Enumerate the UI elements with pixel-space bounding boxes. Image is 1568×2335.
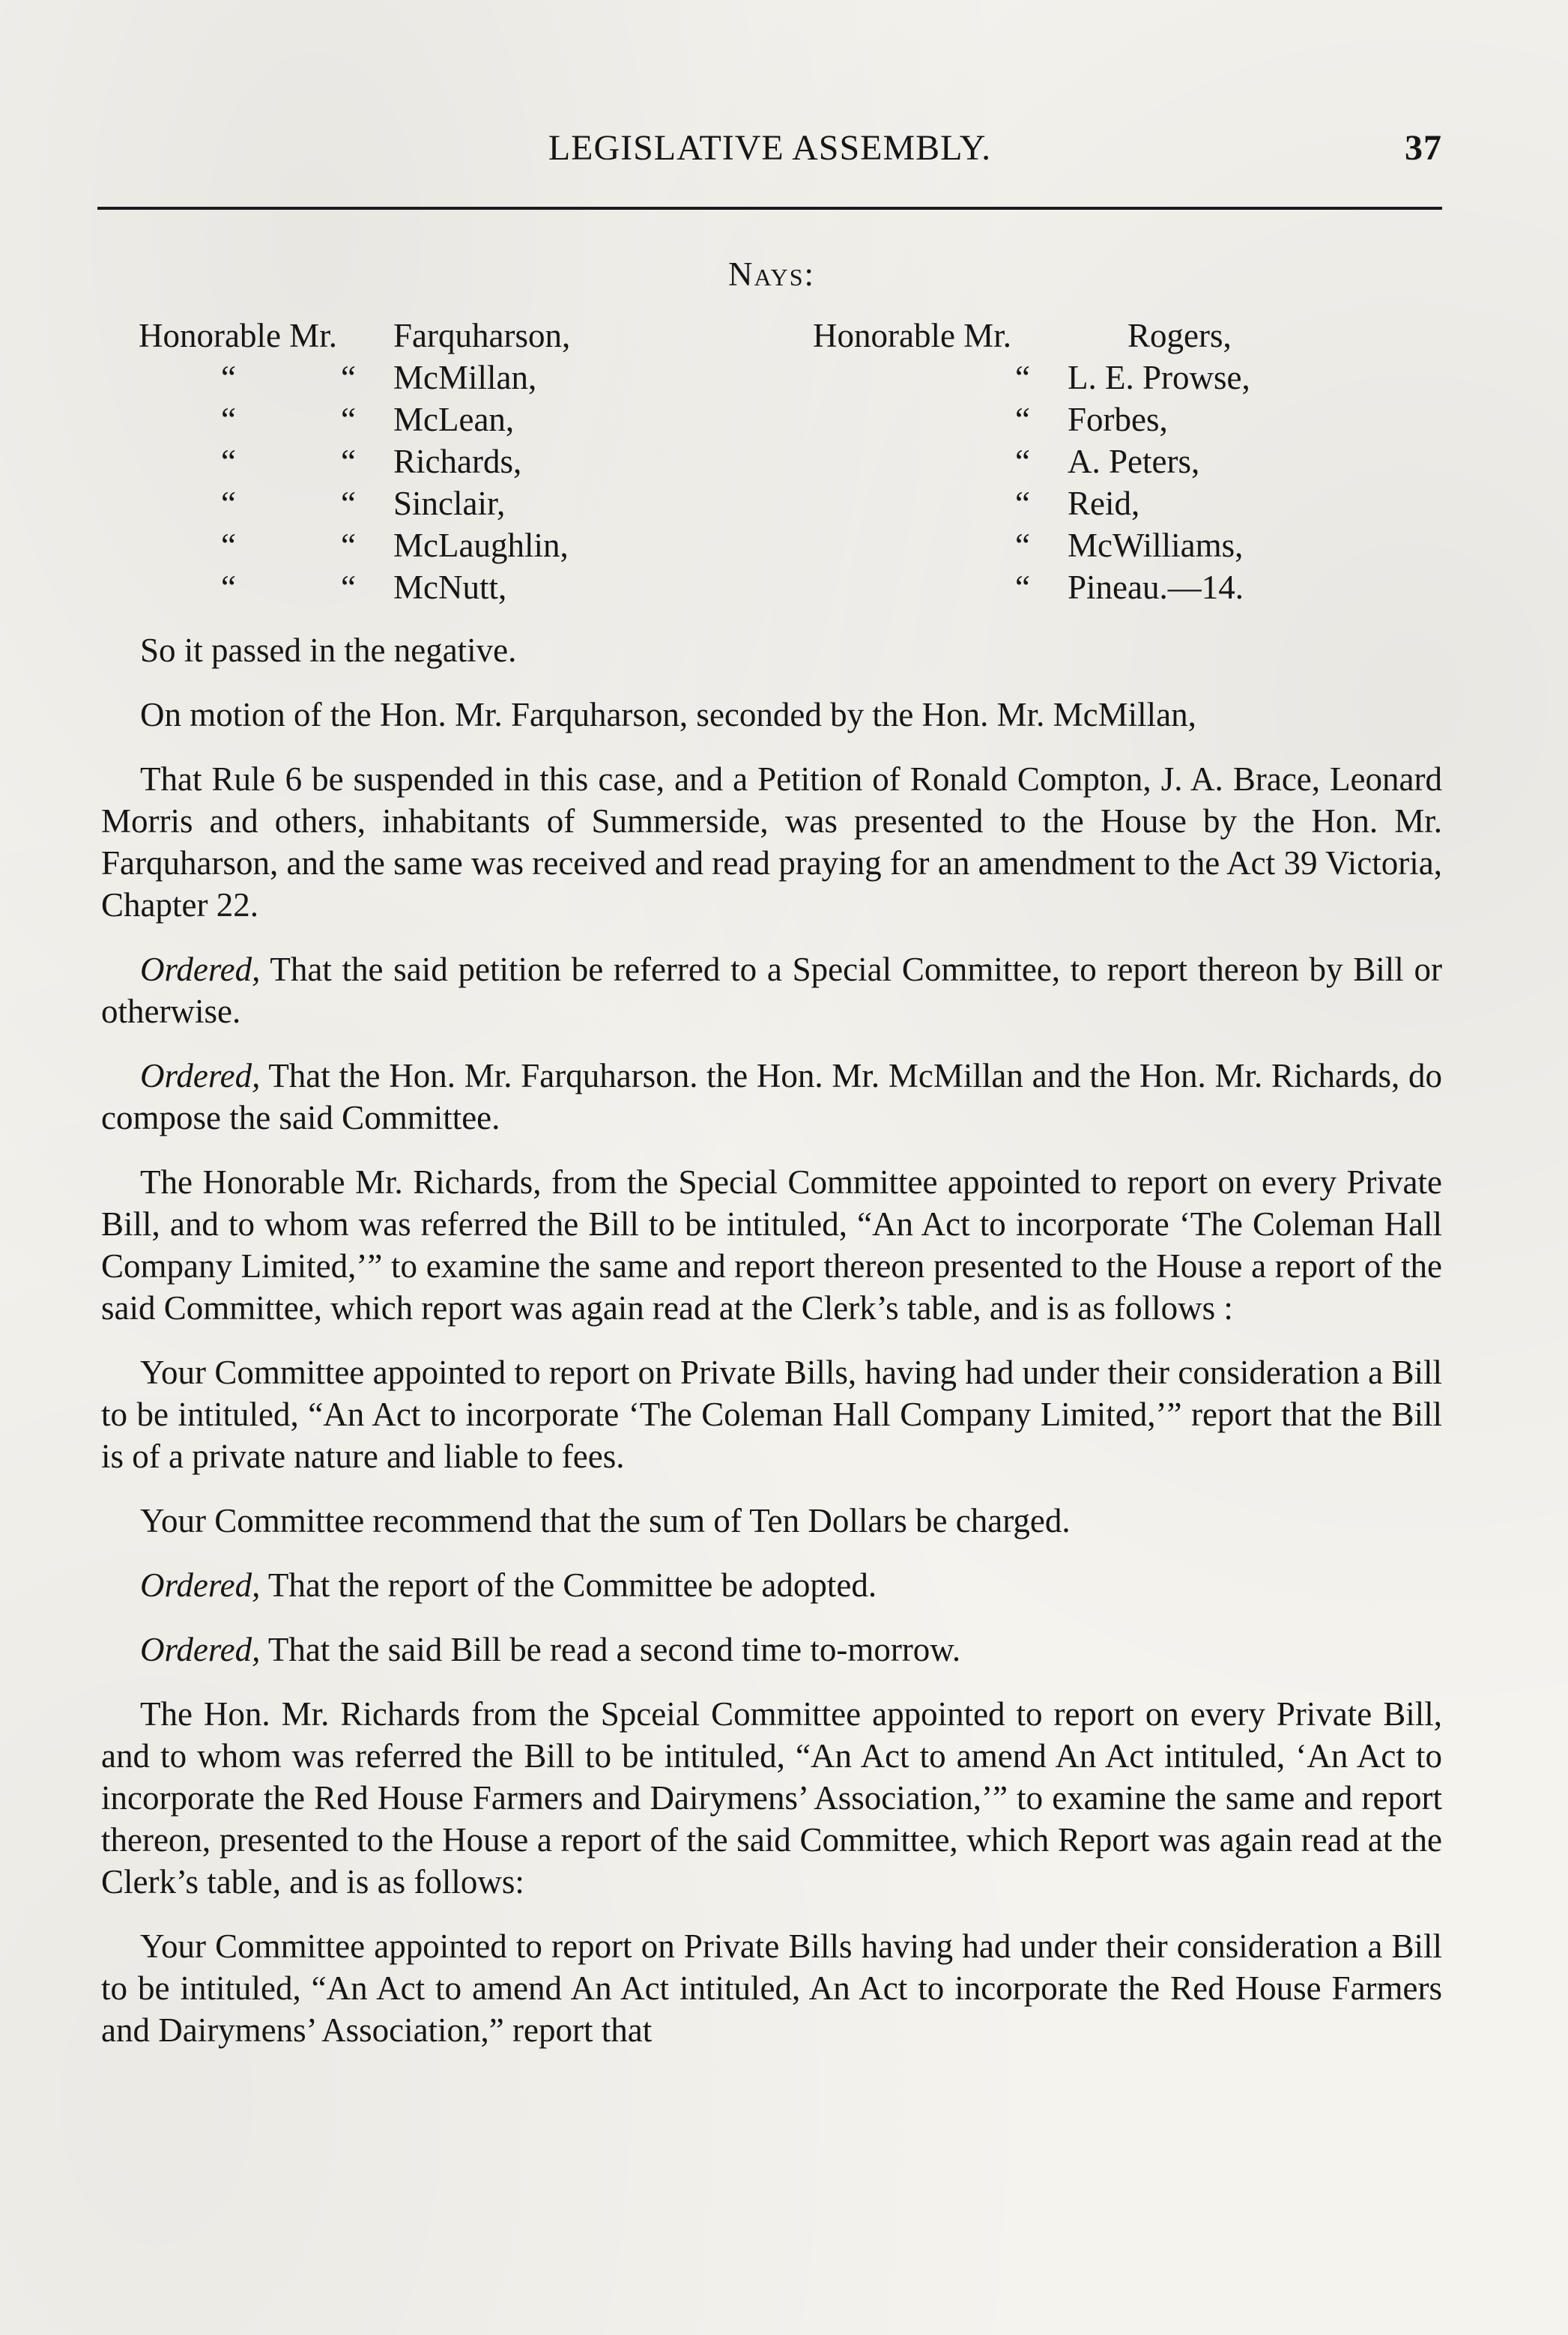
- ditto-mark: “: [1015, 569, 1030, 606]
- nay-member: [813, 440, 1200, 482]
- ditto-mark: “: [1015, 359, 1030, 396]
- paragraph-order-compose: [101, 1055, 1442, 1139]
- paragraph-committee-finding: Your Committee appointed to report on Private Bills, having had under their consideration a Bill to be intituled, “An Act to incorporate ‘The Coleman Hall Company Limited,’” report that the Bill is of a private nature and liable to fees.: [101, 1354, 1442, 1475]
- ditto-mark: “: [341, 527, 356, 564]
- member-name: McMillan,: [393, 359, 537, 396]
- member-title: Honorable Mr.: [813, 317, 1011, 354]
- nay-member: [813, 315, 1232, 357]
- page-header: [97, 127, 1442, 180]
- paragraph-order-refer: [101, 948, 1442, 1032]
- member-name: McNutt,: [393, 569, 507, 606]
- ditto-mark: “: [1015, 401, 1030, 438]
- member-name: Pineau.—14.: [1068, 569, 1244, 606]
- ordered-label: Ordered,: [140, 1631, 261, 1668]
- paragraph-result: So it passed in the negative.: [140, 632, 517, 669]
- nays-list: [0, 315, 1568, 614]
- ditto-mark: “: [221, 527, 236, 564]
- paragraph-petition: That Rule 6 be suspended in this case, and a Petition of Ronald Compton, J. A. Brace, Leonard Morris and others, inhabitants of Summerside, was presented to the House by the Hon. Mr. Farquharson, and the same was received and read praying for an amendment to the Act 39 Victoria, Chapter 22.: [101, 760, 1442, 924]
- member-name: Rogers,: [1127, 317, 1232, 354]
- member-name: McWilliams,: [1068, 527, 1244, 564]
- nay-member: [139, 440, 522, 482]
- ditto-mark: “: [1015, 443, 1030, 480]
- order-text: That the said petition be referred to a Special Committee, to report thereon by Bill or otherwise.: [101, 951, 1442, 1030]
- nay-member: [139, 566, 507, 608]
- paragraph-committee-finding-2: Your Committee appointed to report on Private Bills having had under their consideration a Bill to be intituled, “An Act to amend An Act intituled, An Act to incorporate the Red House Farmers and Dairymens’ Association,” report that: [101, 1927, 1442, 2049]
- ditto-mark: “: [341, 485, 356, 522]
- nay-member: [813, 566, 1244, 608]
- member-name: A. Peters,: [1068, 443, 1200, 480]
- order-text: That the Hon. Mr. Farquharson. the Hon. Mr. McMillan and the Hon. Mr. Richards, do compose the said Committee.: [101, 1057, 1442, 1136]
- order-text: That the said Bill be read a second time to-morrow.: [260, 1631, 961, 1668]
- nay-member: [139, 482, 506, 524]
- member-name: Reid,: [1068, 485, 1140, 522]
- nay-member: [813, 482, 1140, 524]
- paragraph-motion: On motion of the Hon. Mr. Farquharson, seconded by the Hon. Mr. McMillan,: [140, 696, 1196, 733]
- paragraph-committee-report: The Honorable Mr. Richards, from the Special Committee appointed to report on every Private Bill, and to whom was referred the Bill to be intituled, “An Act to incorporate ‘The Coleman Hall Company Limited,’” to examine the same and report thereon presented to the House a report of the said Committee, which report was again read at the Clerk’s table, and is as follows :: [101, 1163, 1442, 1327]
- ditto-mark: “: [1015, 485, 1030, 522]
- nay-member: [813, 357, 1250, 399]
- nay-member: [139, 357, 537, 399]
- member-name: Richards,: [393, 443, 522, 480]
- ditto-mark: “: [221, 485, 236, 522]
- paragraph-order-adopt: [101, 1564, 1442, 1606]
- ordered-label: Ordered,: [140, 1566, 261, 1604]
- ditto-mark: “: [341, 401, 356, 438]
- ditto-mark: “: [341, 569, 356, 606]
- ditto-mark: “: [1015, 527, 1030, 564]
- ordered-label: Ordered,: [140, 951, 261, 988]
- body-text: [101, 629, 1442, 2051]
- nay-member: [139, 524, 569, 566]
- member-title: Honorable Mr.: [139, 317, 337, 354]
- nays-left-column: [139, 315, 571, 608]
- header-rule: [97, 207, 1442, 210]
- nay-member: [813, 399, 1168, 440]
- ditto-mark: “: [221, 443, 236, 480]
- ditto-mark: “: [341, 359, 356, 396]
- page-number: 37: [1405, 128, 1442, 168]
- paragraph-fees: Your Committee recommend that the sum of Ten Dollars be charged.: [140, 1502, 1071, 1539]
- nays-right-column: [813, 315, 1250, 608]
- running-title: LEGISLATIVE ASSEMBLY.: [548, 128, 992, 168]
- nays-heading: Nays:: [727, 255, 816, 293]
- member-name: L. E. Prowse,: [1068, 359, 1250, 396]
- ditto-mark: “: [221, 569, 236, 606]
- ditto-mark: “: [341, 443, 356, 480]
- nay-member: [139, 315, 571, 357]
- paragraph-committee-report-2: The Hon. Mr. Richards from the Spceial Committee appointed to report on every Private Bill, and to whom was referred the Bill to be intituled, “An Act to amend An Act intituled, ‘An Act to incorporate the Red House Farmers and Dairymens’ Association,’” to examine the same and report thereon, presented to the House a report of the said Committee, which Report was again read at the Clerk’s table, and is as follows:: [101, 1695, 1442, 1901]
- ordered-label: Ordered,: [140, 1057, 261, 1094]
- nay-member: [139, 399, 515, 440]
- paragraph-order-second-reading: [101, 1629, 1442, 1671]
- member-name: Farquharson,: [393, 317, 571, 354]
- member-name: Forbes,: [1068, 401, 1168, 438]
- member-name: McLaughlin,: [393, 527, 569, 564]
- order-text: That the report of the Committee be adopted.: [260, 1566, 877, 1604]
- nay-member: [813, 524, 1244, 566]
- member-name: Sinclair,: [393, 485, 506, 522]
- ditto-mark: “: [221, 359, 236, 396]
- ditto-mark: “: [221, 401, 236, 438]
- member-name: McLean,: [393, 401, 515, 438]
